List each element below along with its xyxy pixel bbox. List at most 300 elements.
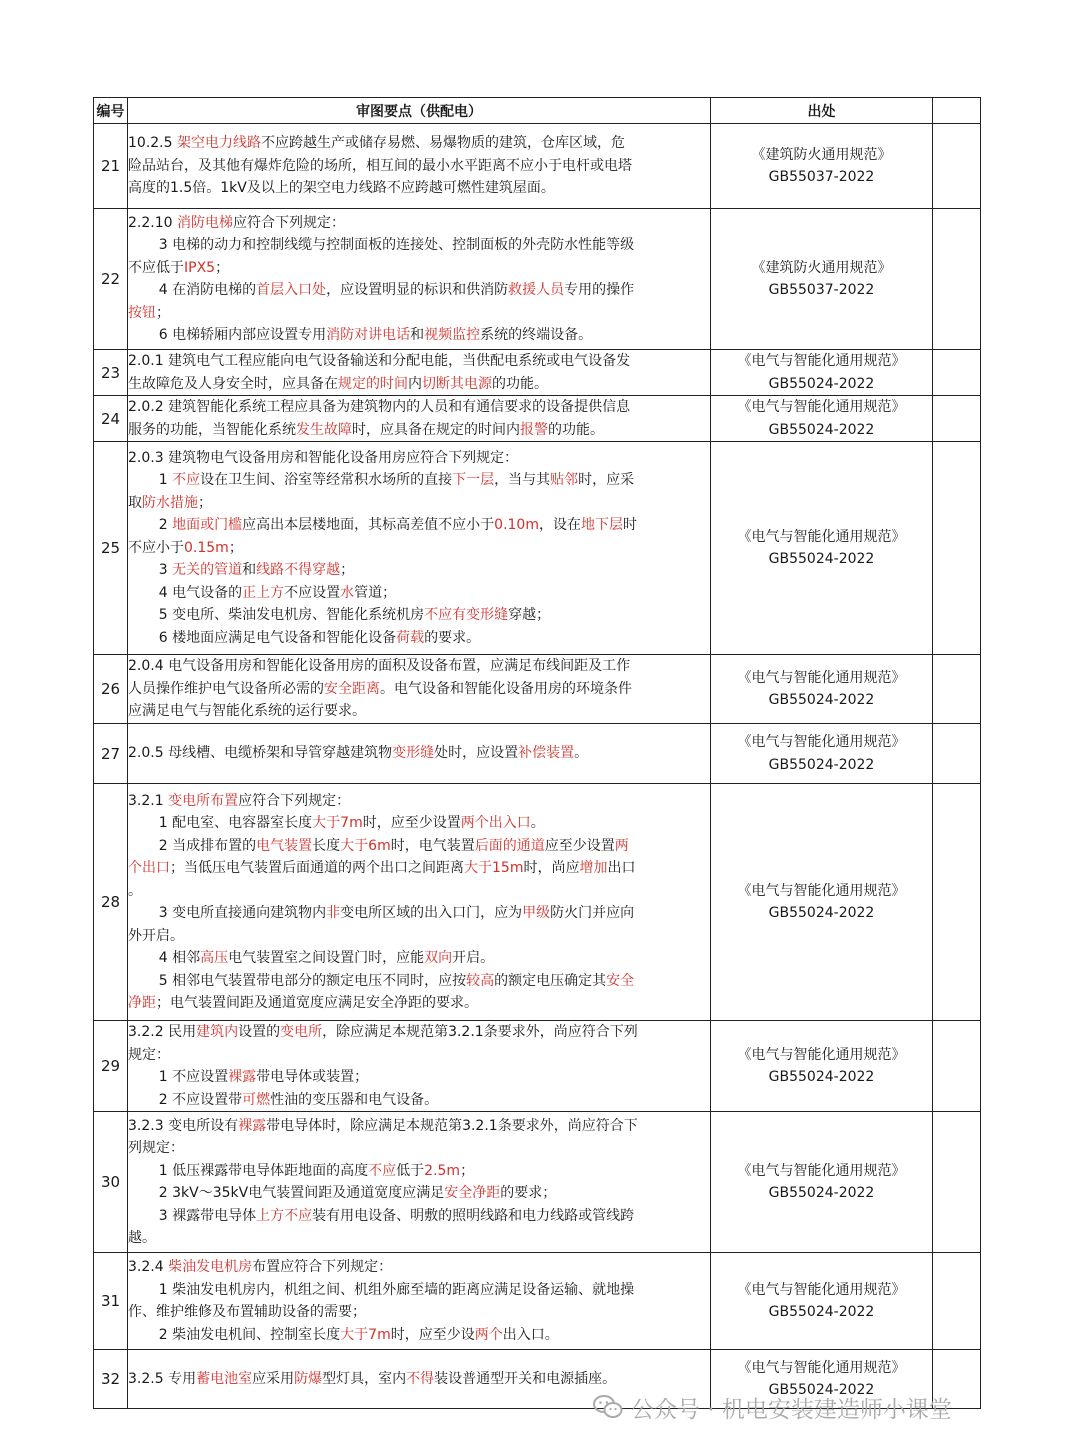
highlighted-text: 首层入口处: [256, 282, 327, 298]
text-segment: 出口: [607, 860, 636, 876]
source-cell: [711, 442, 933, 655]
row-number: 23: [94, 350, 128, 396]
review-point-cell: [128, 724, 711, 784]
highlighted-text: 补偿装置: [518, 745, 575, 762]
text-segment: 应采用: [252, 1370, 295, 1387]
text-segment: 专用的操作: [564, 282, 635, 298]
text-segment: 处时，应设置: [434, 745, 519, 762]
table-row: [94, 396, 981, 442]
row-number: 21: [94, 124, 128, 209]
highlighted-text: 防水措施: [142, 494, 198, 511]
table-row: [94, 1253, 981, 1350]
highlighted-text: IPX5: [184, 259, 216, 276]
source-code: GB55024-2022: [768, 1069, 875, 1085]
highlighted-text: 消防对讲电话: [326, 327, 411, 343]
table-row: [94, 724, 981, 784]
source-code: GB55024-2022: [768, 421, 875, 438]
highlighted-text: 净距: [128, 995, 156, 1011]
header-point: 审图要点（供配电）: [128, 98, 711, 124]
source-code: GB55024-2022: [768, 692, 875, 708]
text-segment: ；电气装置间距及通道宽度应满足安全净距的要求。: [156, 995, 478, 1011]
highlighted-text: 救援人员: [508, 282, 565, 298]
highlighted-text: 个出口: [128, 860, 170, 876]
text-line: [128, 396, 710, 419]
text-line: [128, 155, 710, 178]
text-segment: 型灯具，室内: [322, 1370, 407, 1387]
blank-cell: [933, 350, 981, 396]
text-line: [128, 514, 710, 537]
text-line: [128, 627, 710, 650]
text-segment: 2 不应设置带: [158, 1091, 243, 1108]
text-line: [128, 257, 710, 280]
text-segment: ，除应满足本规范第3.2.1条要求外，尚应符合下列: [322, 1024, 638, 1040]
source-code: GB55024-2022: [768, 1185, 875, 1201]
text-segment: 应符合下列规定：: [232, 214, 345, 231]
text-segment: 时，应采: [578, 472, 635, 489]
highlighted-text: 甲级: [522, 905, 551, 921]
highlighted-text: 0.15m: [184, 539, 229, 556]
highlighted-text: 下一层: [452, 472, 495, 489]
text-segment: ，当与其: [494, 472, 551, 489]
text-line: [128, 970, 710, 993]
highlighted-text: 视频监控: [424, 327, 481, 343]
source-title: 《电气与智能化通用规范》: [737, 1162, 906, 1179]
text-segment: 的功能。: [492, 375, 548, 392]
highlighted-text: 电气装置: [256, 837, 313, 854]
text-segment: 3 裸露带电导体: [158, 1207, 257, 1224]
highlighted-text: 可燃: [242, 1091, 271, 1108]
highlighted-text: 大于7m: [312, 815, 363, 831]
text-segment: 出入口。: [502, 1326, 559, 1343]
source-code: GB55024-2022: [768, 1382, 875, 1398]
text-segment: 应符合下列规定：: [238, 792, 351, 809]
highlighted-text: 大于15m: [464, 860, 524, 876]
table-row: [94, 350, 981, 396]
highlighted-text: 2.5m: [424, 1162, 461, 1179]
text-segment: 2.0.2 建筑智能化系统工程应具备为建筑物内的人员和有通信要求的设备提供信息: [128, 399, 631, 415]
text-segment: 2 当成排布置的: [158, 837, 257, 854]
source-code: GB55037-2022: [768, 169, 875, 185]
highlighted-text: 安全净距: [444, 1185, 501, 1201]
text-segment: 高度的1.5倍。1kV及以上的架空电力线路不应跨越可燃性建筑屋面。: [128, 180, 555, 197]
text-line: [128, 790, 710, 813]
source-cell: [711, 784, 933, 1021]
text-segment: 2.0.3 建筑物电气设备用房和智能化设备用房应符合下列规定：: [128, 449, 519, 466]
text-line: [128, 1279, 710, 1302]
text-segment: 3.2.2 民用: [128, 1024, 197, 1040]
source-cell: [711, 655, 933, 724]
text-segment: 6 楼地面应满足电气设备和智能化设备: [158, 629, 397, 646]
row-number: 26: [94, 655, 128, 724]
row-number: 25: [94, 442, 128, 655]
highlighted-text: 裸露: [238, 1117, 267, 1134]
highlighted-text: 变电所: [280, 1024, 323, 1040]
text-segment: 1: [158, 472, 173, 489]
table-row: [94, 124, 981, 209]
text-line: [128, 302, 710, 325]
blank-cell: [933, 1253, 981, 1350]
text-line: [128, 700, 710, 723]
blank-cell: [933, 1112, 981, 1253]
text-segment: 变电所区域的出入口门，应为: [340, 905, 523, 921]
text-segment: 性油的变压器和电气设备。: [270, 1091, 439, 1108]
highlighted-text: 两个: [474, 1326, 503, 1343]
text-segment: 。: [128, 882, 142, 899]
source-code: GB55037-2022: [768, 282, 875, 298]
source-title: 《电气与智能化通用规范》: [737, 882, 906, 899]
text-segment: 不应设置: [284, 584, 341, 601]
text-line: [128, 279, 710, 302]
text-segment: 低于: [396, 1162, 425, 1179]
text-line: [128, 604, 710, 627]
blank-cell: [933, 209, 981, 350]
text-segment: 不应小于: [128, 539, 184, 556]
table-row: [94, 209, 981, 350]
text-segment: 1 柴油发电机房内，机组之间、机组外廊至墙的距离应满足设备运输、就地操: [158, 1281, 635, 1298]
highlighted-text: 不应: [368, 1162, 397, 1179]
highlighted-text: 建筑内: [196, 1024, 239, 1040]
highlighted-text: 按钮: [128, 304, 156, 321]
text-segment: 时，尚应: [523, 860, 580, 876]
text-segment: 。: [530, 815, 545, 831]
text-segment: 装有用电设备、明敷的照明线路和电力线路或管线跨: [312, 1207, 635, 1224]
text-segment: 6 电梯轿厢内部应设置专用: [158, 327, 327, 343]
row-number: 27: [94, 724, 128, 784]
highlighted-text: 安全距离: [324, 680, 380, 697]
text-line: [128, 835, 710, 858]
review-table: [93, 97, 981, 1409]
highlighted-text: 线路不得穿越: [256, 562, 341, 579]
text-line: [128, 678, 710, 701]
text-segment: 10.2.5: [128, 135, 177, 152]
source-title: 《建筑防火通用规范》: [751, 146, 892, 163]
text-segment: 系统的终端设备。: [480, 327, 593, 343]
text-segment: 2 柴油发电机间、控制室长度: [158, 1326, 341, 1343]
highlighted-text: 规定的时间: [338, 375, 408, 392]
text-segment: 生故障危及人身安全时，应具备在: [128, 375, 338, 392]
text-segment: 作、维护维修及布置辅助设备的需要；: [128, 1304, 366, 1320]
text-segment: 带电导体时，除应满足本规范第3.2.1条要求外，尚应符合下: [266, 1117, 638, 1134]
text-line: [128, 350, 710, 373]
review-point-cell: [128, 1112, 711, 1253]
text-segment: 应满足电气与智能化系统的运行要求。: [128, 703, 366, 720]
blank-cell: [933, 1021, 981, 1112]
text-segment: 布置应符合下列规定：: [252, 1259, 393, 1275]
blank-cell: [933, 442, 981, 655]
text-line: [128, 1301, 710, 1324]
text-segment: 3.2.1: [128, 792, 169, 809]
source-title: 《电气与智能化通用规范》: [737, 1359, 906, 1376]
highlighted-text: 防爆: [294, 1370, 323, 1387]
source-cell: [711, 124, 933, 209]
text-line: [128, 212, 710, 235]
highlighted-text: 发生故障: [296, 421, 352, 438]
source-title: 《建筑防火通用规范》: [751, 259, 892, 276]
text-segment: 和: [242, 562, 257, 579]
text-line: [128, 1182, 710, 1205]
source-cell: [711, 209, 933, 350]
highlighted-text: 不得: [406, 1370, 435, 1387]
text-line: [128, 177, 710, 200]
text-line: [128, 559, 710, 582]
text-segment: 3 电梯的动力和控制线缆与控制面板的连接处、控制面板的外壳防水性能等级: [158, 237, 635, 253]
highlighted-text: 水: [340, 584, 355, 601]
text-segment: 应至少设置: [544, 837, 615, 854]
text-line: [128, 1227, 710, 1250]
text-segment: 的功能。: [548, 421, 604, 438]
text-segment: 2.0.4 电气设备用房和智能化设备用房的面积及设备布置，应满足布线间距及工作: [128, 658, 631, 675]
text-line: [128, 582, 710, 605]
text-segment: 的要求；: [500, 1185, 557, 1201]
header-extra: [933, 98, 981, 124]
text-segment: 2.2.10: [128, 214, 177, 231]
text-segment: 5 相邻电气装置带电部分的额定电压不同时，应按: [158, 972, 467, 989]
text-segment: 3.2.5 专用: [128, 1370, 197, 1387]
text-segment: 2.0.1 建筑电气工程应能向电气设备输送和分配电能，当供配电系统或电气设备发: [128, 353, 631, 369]
row-number: 30: [94, 1112, 128, 1253]
text-segment: 4 电气设备的: [158, 584, 243, 601]
text-line: [128, 447, 710, 470]
text-segment: 时，应至少设置: [362, 815, 461, 831]
blank-cell: [933, 124, 981, 209]
review-point-cell: [128, 209, 711, 350]
row-number: 32: [94, 1350, 128, 1409]
source-title: 《电气与智能化通用规范》: [737, 1281, 906, 1298]
text-segment: ，应设置明显的标识和供消防: [326, 282, 509, 298]
text-segment: 3.2.4: [128, 1259, 169, 1275]
table-row: [94, 655, 981, 724]
review-point-cell: [128, 442, 711, 655]
review-point-cell: [128, 396, 711, 442]
text-segment: 带电导体或装置；: [256, 1069, 369, 1085]
table-row: [94, 784, 981, 1021]
text-segment: 的额定电压确定其: [494, 972, 607, 989]
highlighted-text: 增加: [579, 860, 608, 876]
text-line: [128, 1066, 710, 1089]
text-segment: 。电气设备和智能化设备用房的环境条件: [380, 680, 632, 697]
text-segment: 不应跨越生产或储存易燃、易爆物质的建筑，仓库区域，危: [260, 135, 625, 152]
text-line: [128, 857, 710, 880]
text-segment: 4 在消防电梯的: [158, 282, 257, 298]
text-line: [128, 419, 710, 442]
highlighted-text: 0.10m: [494, 517, 539, 534]
text-line: [128, 742, 710, 765]
text-segment: 电气装置室之间设置门时，应能: [228, 950, 425, 966]
text-segment: 开启。: [452, 950, 495, 966]
text-segment: 时: [622, 517, 637, 534]
text-segment: 2.0.5 母线槽、电缆桥架和导管穿越建筑物: [128, 745, 393, 762]
text-segment: 取: [128, 494, 142, 511]
table-row: [94, 442, 981, 655]
text-segment: 内: [408, 375, 422, 392]
highlighted-text: 高压: [200, 950, 229, 966]
blank-cell: [933, 724, 981, 784]
text-line: [128, 492, 710, 515]
text-segment: 规定：: [128, 1046, 170, 1063]
highlighted-text: 消防电梯: [176, 214, 233, 231]
text-segment: 3: [158, 562, 173, 579]
text-segment: 2: [158, 517, 173, 534]
text-segment: 时，应至少设: [390, 1326, 475, 1343]
highlighted-text: 贴邻: [550, 472, 579, 489]
review-point-cell: [128, 1021, 711, 1112]
source-cell: [711, 350, 933, 396]
blank-cell: [933, 784, 981, 1021]
text-line: [128, 992, 710, 1015]
highlighted-text: 不应: [172, 472, 201, 489]
watermark-text: 公众号 · 机电安装建造师小课堂: [631, 1396, 952, 1423]
text-line: [128, 1256, 710, 1279]
text-line: [128, 812, 710, 835]
text-line: [128, 1324, 710, 1347]
text-line: [128, 234, 710, 257]
source-title: 《电气与智能化通用规范》: [737, 734, 906, 750]
text-segment: 不应低于: [128, 259, 184, 276]
text-line: [128, 1021, 710, 1044]
text-line: [128, 880, 710, 903]
row-number: 29: [94, 1021, 128, 1112]
source-cell: [711, 396, 933, 442]
review-point-cell: [128, 124, 711, 209]
text-segment: 列规定：: [128, 1140, 184, 1156]
highlighted-text: 两: [614, 837, 629, 854]
highlighted-text: 柴油发电机房: [168, 1259, 253, 1275]
review-point-cell: [128, 1253, 711, 1350]
source-title: 《电气与智能化通用规范》: [737, 353, 906, 369]
text-segment: 应高出本层楼地面，其标高差值不应小于: [242, 517, 495, 534]
text-segment: 设在卫生间、浴室等经常积水场所的直接: [200, 472, 453, 489]
blank-cell: [933, 396, 981, 442]
review-point-cell: [128, 655, 711, 724]
text-segment: 管道；: [354, 584, 397, 601]
text-segment: 穿越；: [508, 607, 551, 624]
row-number: 22: [94, 209, 128, 350]
row-number: 24: [94, 396, 128, 442]
text-segment: 设置的: [238, 1024, 281, 1040]
text-segment: 1 配电室、电容器室长度: [158, 815, 313, 831]
text-line: [128, 1160, 710, 1183]
highlighted-text: 变电所布置: [168, 792, 239, 809]
source-title: 《电气与智能化通用规范》: [737, 669, 906, 686]
source-cell: [711, 1253, 933, 1350]
text-segment: ；: [156, 304, 170, 321]
highlighted-text: 不应有变形缝: [424, 607, 509, 624]
watermark: [593, 1385, 952, 1429]
text-segment: 越。: [128, 1230, 156, 1246]
text-line: [128, 469, 710, 492]
text-line: [128, 925, 710, 948]
highlighted-text: 双向: [424, 950, 453, 966]
text-line: [128, 1044, 710, 1067]
text-line: [128, 324, 710, 347]
text-segment: ；: [228, 539, 243, 556]
highlighted-text: 正上方: [242, 584, 285, 601]
highlighted-text: 安全: [606, 972, 635, 989]
text-segment: ；: [198, 494, 212, 511]
row-number: 28: [94, 784, 128, 1021]
text-segment: 险品站台，及其他有爆炸危险的场所，相互间的最小水平距离不应小于电杆或电塔: [128, 157, 632, 174]
table-row: [94, 1021, 981, 1112]
table-row: [94, 1112, 981, 1253]
highlighted-text: 裸露: [228, 1069, 257, 1085]
text-line: [128, 947, 710, 970]
text-segment: ；当低压电气装置后面通道的两个出口之间距离: [170, 860, 464, 876]
source-cell: [711, 1021, 933, 1112]
highlighted-text: 切断其电源: [422, 375, 492, 392]
text-segment: 的要求。: [424, 629, 481, 646]
text-segment: 3.2.3 变电所设有: [128, 1117, 239, 1134]
highlighted-text: 地下层: [580, 517, 623, 534]
source-code: GB55024-2022: [768, 905, 875, 921]
text-segment: 外开启。: [128, 927, 184, 944]
highlighted-text: 上方不应: [256, 1207, 313, 1224]
source-title: 《电气与智能化通用规范》: [737, 399, 906, 415]
text-segment: ；: [460, 1162, 475, 1179]
highlighted-text: 架空电力线路: [176, 135, 261, 152]
text-segment: 5 变电所、柴油发电机房、智能化系统机房: [158, 607, 425, 624]
source-code: GB55024-2022: [768, 1304, 875, 1320]
header-source: 出处: [711, 98, 933, 124]
text-segment: ，设在: [538, 517, 581, 534]
text-segment: 1 不应设置: [158, 1069, 229, 1085]
text-segment: 2 3kV～35kV电气装置间距及通道宽度应满足: [158, 1185, 445, 1201]
text-segment: ；: [215, 259, 230, 276]
text-line: [128, 373, 710, 396]
text-line: [128, 1137, 710, 1160]
text-segment: 时，电气装置: [390, 837, 475, 854]
highlighted-text: 地面或门槛: [172, 517, 243, 534]
text-segment: 人员操作维护电气设备所必需的: [128, 680, 324, 697]
review-point-cell: [128, 350, 711, 396]
highlighted-text: 两个出入口: [460, 815, 531, 831]
review-point-cell: [128, 784, 711, 1021]
text-segment: 防火门并应向: [550, 905, 635, 921]
highlighted-text: 大于7m: [340, 1326, 391, 1343]
highlighted-text: 较高: [466, 972, 495, 989]
highlighted-text: 无关的管道: [172, 562, 243, 579]
highlighted-text: 变形缝: [392, 745, 435, 762]
text-segment: 时，应具备在规定的时间内: [352, 421, 520, 438]
highlighted-text: 后面的通道: [474, 837, 545, 854]
source-code: GB55024-2022: [768, 551, 875, 567]
source-cell: [711, 1112, 933, 1253]
text-segment: 。: [574, 745, 589, 762]
text-segment: 1 低压裸露带电导体距地面的高度: [158, 1162, 369, 1179]
text-line: [128, 1115, 710, 1138]
source-code: GB55024-2022: [768, 756, 875, 773]
text-segment: 4 相邻: [158, 950, 201, 966]
source-title: 《电气与智能化通用规范》: [737, 1046, 906, 1063]
row-number: 31: [94, 1253, 128, 1350]
source-cell: [711, 724, 933, 784]
text-line: [128, 655, 710, 678]
highlighted-text: 蓄电池室: [196, 1370, 253, 1387]
text-line: [128, 1089, 710, 1112]
text-segment: 3 变电所直接通向建筑物内: [158, 905, 327, 921]
highlighted-text: 非: [326, 905, 341, 921]
text-line: [128, 537, 710, 560]
wechat-icon: [593, 1394, 623, 1420]
text-segment: 长度: [312, 837, 341, 854]
text-segment: 装设普通型开关和电源插座。: [434, 1370, 617, 1387]
text-line: [128, 132, 710, 155]
source-code: GB55024-2022: [768, 375, 875, 392]
text-segment: ；: [340, 562, 355, 579]
text-segment: 和: [410, 327, 425, 343]
text-line: [128, 902, 710, 925]
highlighted-text: 大于6m: [340, 837, 391, 854]
header-num: 编号: [94, 98, 128, 124]
